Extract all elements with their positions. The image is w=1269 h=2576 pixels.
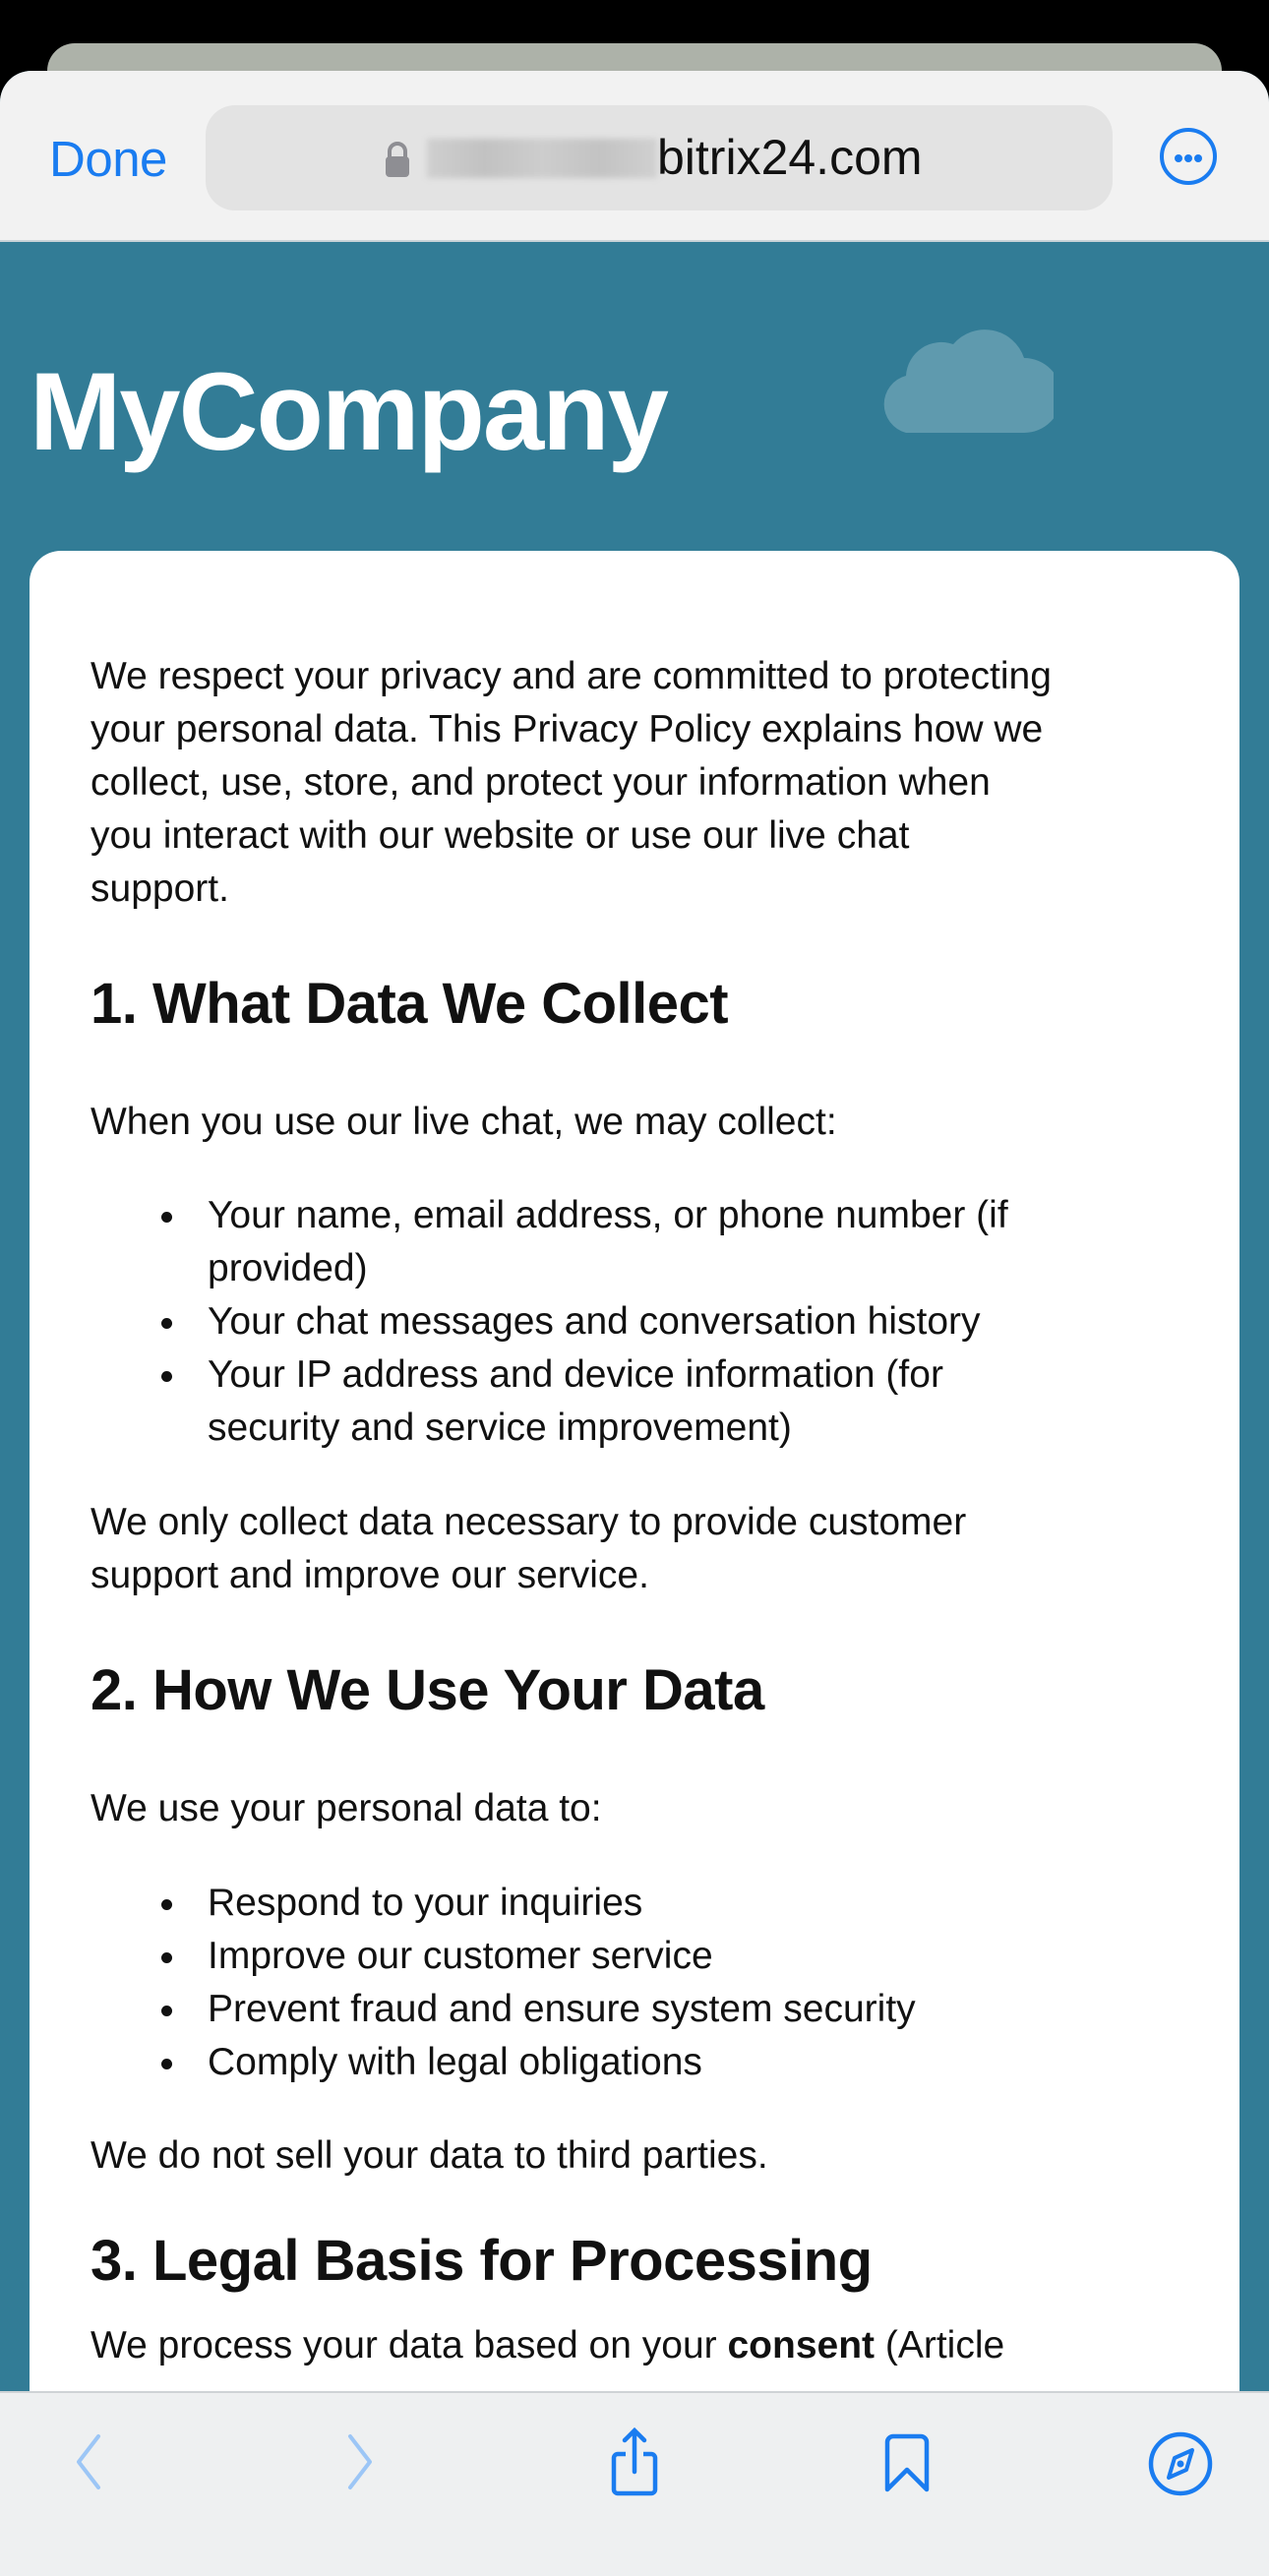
text-line: support. <box>91 868 229 910</box>
section-lead: When you use our live chat, we may collect: <box>91 1101 837 1143</box>
list-item: Your chat messages and conversation history <box>91 1295 1178 1348</box>
bookmarks-icon[interactable] <box>881 2432 933 2493</box>
bullet-list <box>91 1189 1178 1455</box>
redacted-subdomain <box>427 139 657 178</box>
cloud-icon <box>876 319 1054 433</box>
text-line: you interact with our website or use our live chat <box>91 814 910 857</box>
url-domain: bitrix24.com <box>657 130 923 185</box>
forward-icon[interactable] <box>342 2432 378 2491</box>
list-item: Your IP address and device information (for security and service improvement) <box>91 1348 1178 1455</box>
text-line: collect, use, store, and protect your information when <box>91 761 991 804</box>
list-item: Comply with legal obligations <box>91 2036 1178 2089</box>
list-item: Your name, email address, or phone number (if provided) <box>91 1189 1178 1295</box>
section-lead: We use your personal data to: <box>91 1787 602 1829</box>
browser-sheet <box>0 71 1269 2576</box>
browser-top-bar <box>0 71 1269 242</box>
lock-icon <box>383 141 412 178</box>
compass-icon[interactable] <box>1147 2430 1214 2497</box>
privacy-policy-card <box>30 551 1239 2576</box>
section-paragraph: We do not sell your data to third parties. <box>91 2134 768 2177</box>
share-icon[interactable] <box>608 2426 661 2497</box>
section-heading: 1. What Data We Collect <box>91 972 729 1036</box>
company-name: MyCompany <box>30 350 667 473</box>
list-item: Respond to your inquiries <box>91 1877 1178 1930</box>
section-heading: 2. How We Use Your Data <box>91 1658 764 1722</box>
list-item: Improve our customer service <box>91 1930 1178 1983</box>
text-line: We respect your privacy and are committed to protecting <box>91 655 1052 697</box>
text-line: your personal data. This Privacy Policy explains how we <box>91 708 1044 750</box>
more-icon[interactable] <box>1160 128 1217 185</box>
address-bar[interactable] <box>206 105 1113 210</box>
list-item: Prevent fraud and ensure system security <box>91 1983 1178 2036</box>
section-heading: 3. Legal Basis for Processing <box>91 2229 873 2293</box>
browser-bottom-toolbar <box>0 2391 1269 2576</box>
done-button[interactable]: Done <box>49 131 167 187</box>
section-paragraph: We only collect data necessary to provide customer support and improve our service. <box>91 1501 967 1596</box>
intro-paragraph <box>91 650 1178 916</box>
back-icon[interactable] <box>71 2432 106 2491</box>
section-paragraph: We process your data based on your consent (Article <box>91 2324 1005 2366</box>
bullet-list <box>91 1877 1178 2089</box>
